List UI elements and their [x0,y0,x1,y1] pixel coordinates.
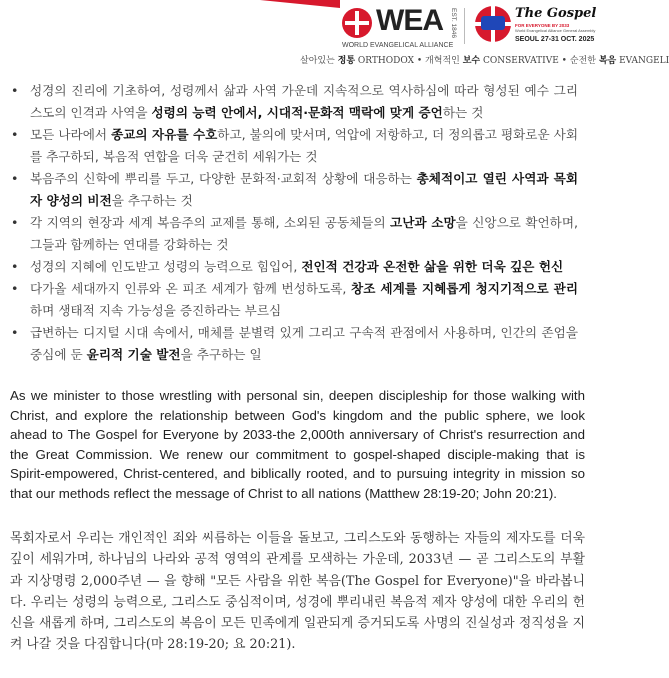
bullet-item [0,80,600,124]
english-paragraph: As we minister to those wrestling with personal sin, deepen discipleship for those walking with Christ, and explore the relationship between God's kingdom and the public sphere, we look ahead to The Gospel for Everyone by 2033-the 2,000th anniversary of Christ's resurrection and the Great Commission. We renew our commitment to gospel-shaped disciple-making that is Spirit-empowered, Christ-centered, and biblically rooted, and to pursuing integrity in mission so that our methods reflect the message of Christ to all nations (Matthew 28:19-20; John 20:21). [10,388,585,501]
bullet-text: 성경의 지혜에 인도받고 성령의 능력으로 힘입어, [30,259,302,274]
gospel-logo-title: The Gospel [515,6,597,21]
korean-paragraph: 목회자로서 우리는 개인적인 죄와 씨름하는 이들을 돌보고, 그리스도와 동행하는 자들의 제자도를 더욱 깊이 세워가며, 하나님의 나라와 공적 영역의 관계를 모색하는 가운데, 2033년 — 곧 그리스도의 부활과 지상명령 2,000주년 — 을 향해 "모든 사람을 위한 복음(The Gospel for Everyone)"을 바라봅니다. 우리는 성령의 능력으로, 그리스도 중심적이며, 성경에 뿌리내린 복음적 제자 양성에 대한 우리의 헌신을 새롭게 하며, 그리스도의 복음이 모든 민족에게 일관되게 증거되도록 사명의 진실성과 정직성을 지켜 나갈 것을 다짐합니다(마 28:19-20; 요 20:21). [10,531,585,653]
header [0,0,669,74]
bullet-text: 하며 생태적 지속 가능성을 증진하라는 부르심 [30,303,282,318]
bullet-item [0,322,600,366]
bullet-text: 모든 나라에서 [30,127,112,142]
logo-divider [464,8,465,44]
tagline-item: 개혁적인 보수 CONSERVATIVE [425,56,559,66]
bullet-emphasis: 전인적 건강과 온전한 삶을 위한 더욱 깊은 헌신 [301,259,564,274]
bullet-emphasis: 윤리적 기술 발전 [86,347,181,362]
tagline [300,53,669,66]
bullet-text: 하고, 불의에 맞서며, 억압에 저항하고, 더 정의롭고 평화로운 사회를 추구하되, 복음적 연합을 더욱 굳건히 세워가는 것 [30,127,578,164]
tagline-item: 순전한 복음 EVANGELI [569,56,669,66]
gospel-logo-date: SEOUL 27-31 OCT. 2025 [515,36,595,43]
bullet-text: 각 지역의 현장과 세계 복음주의 교제를 통해, 소외된 공동체들의 [30,215,391,230]
gospel-logo [515,6,600,43]
bullet-emphasis: 성령의 능력 안에서, 시대적·문화적 맥락에 맞게 증언 [151,105,443,120]
globe-cross-icon [475,6,511,42]
bullet-emphasis: 창조 세계를 지혜롭게 청지기적으로 관리 [351,281,578,296]
tagline-item: 살아있는 정통 ORTHODOX [300,56,414,66]
bullet-list [0,80,600,366]
wea-logo-est: EST. 1846 [450,8,457,38]
bullet-text: 을 추구하는 일 [180,347,262,362]
wea-logo-subtitle: WORLD EVANGELICAL ALLIANCE [342,42,454,49]
wea-logo-word: WEA [376,4,443,37]
bullet-text: 을 추구하는 것 [111,193,193,208]
gospel-logo-subtitle: World Evangelical Alliance General Assembly [515,28,596,33]
red-stripe-decoration [260,0,340,8]
bullet-emphasis: 종교의 자유를 수호 [111,127,218,142]
gospel-logo-tagline: FOR EVERYONE BY 2033 [515,23,570,28]
bullet-text: 을 신앙으로 확언하며, 그들과 함께하는 연대를 강화하는 것 [30,215,578,252]
bullet-text: 하는 것 [442,105,484,120]
bullet-emphasis: 총체적이고 열린 사역과 목회자 양성의 비전 [30,171,578,208]
bullet-text: 복음주의 신학에 뿌리를 두고, 다양한 문화적·교회적 상황에 대응하는 [30,171,417,186]
bullet-item [0,212,600,256]
bullet-text: 성경의 진리에 기초하여, 성령께서 삶과 사역 가운데 지속적으로 역사하심에 따라 형성된 예수 그리스도의 인격과 사역을 [30,83,578,120]
bullet-item [0,256,600,278]
separator: • [414,56,426,66]
bullet-item [0,168,600,212]
separator: • [558,56,570,66]
bullet-text: 급변하는 디지털 시대 속에서, 매체를 분별력 있게 그리고 구속적 관점에서 사용하며, 인간의 존엄을 중심에 둔 [30,325,578,362]
cross-icon [342,8,372,38]
bullet-text: 다가올 세대까지 인류와 온 피조 세계가 함께 번성하도록, [30,281,352,296]
bullet-emphasis: 고난과 소망 [390,215,456,230]
wea-logo [342,6,462,50]
bullet-item [0,124,600,168]
bullet-item [0,278,600,322]
